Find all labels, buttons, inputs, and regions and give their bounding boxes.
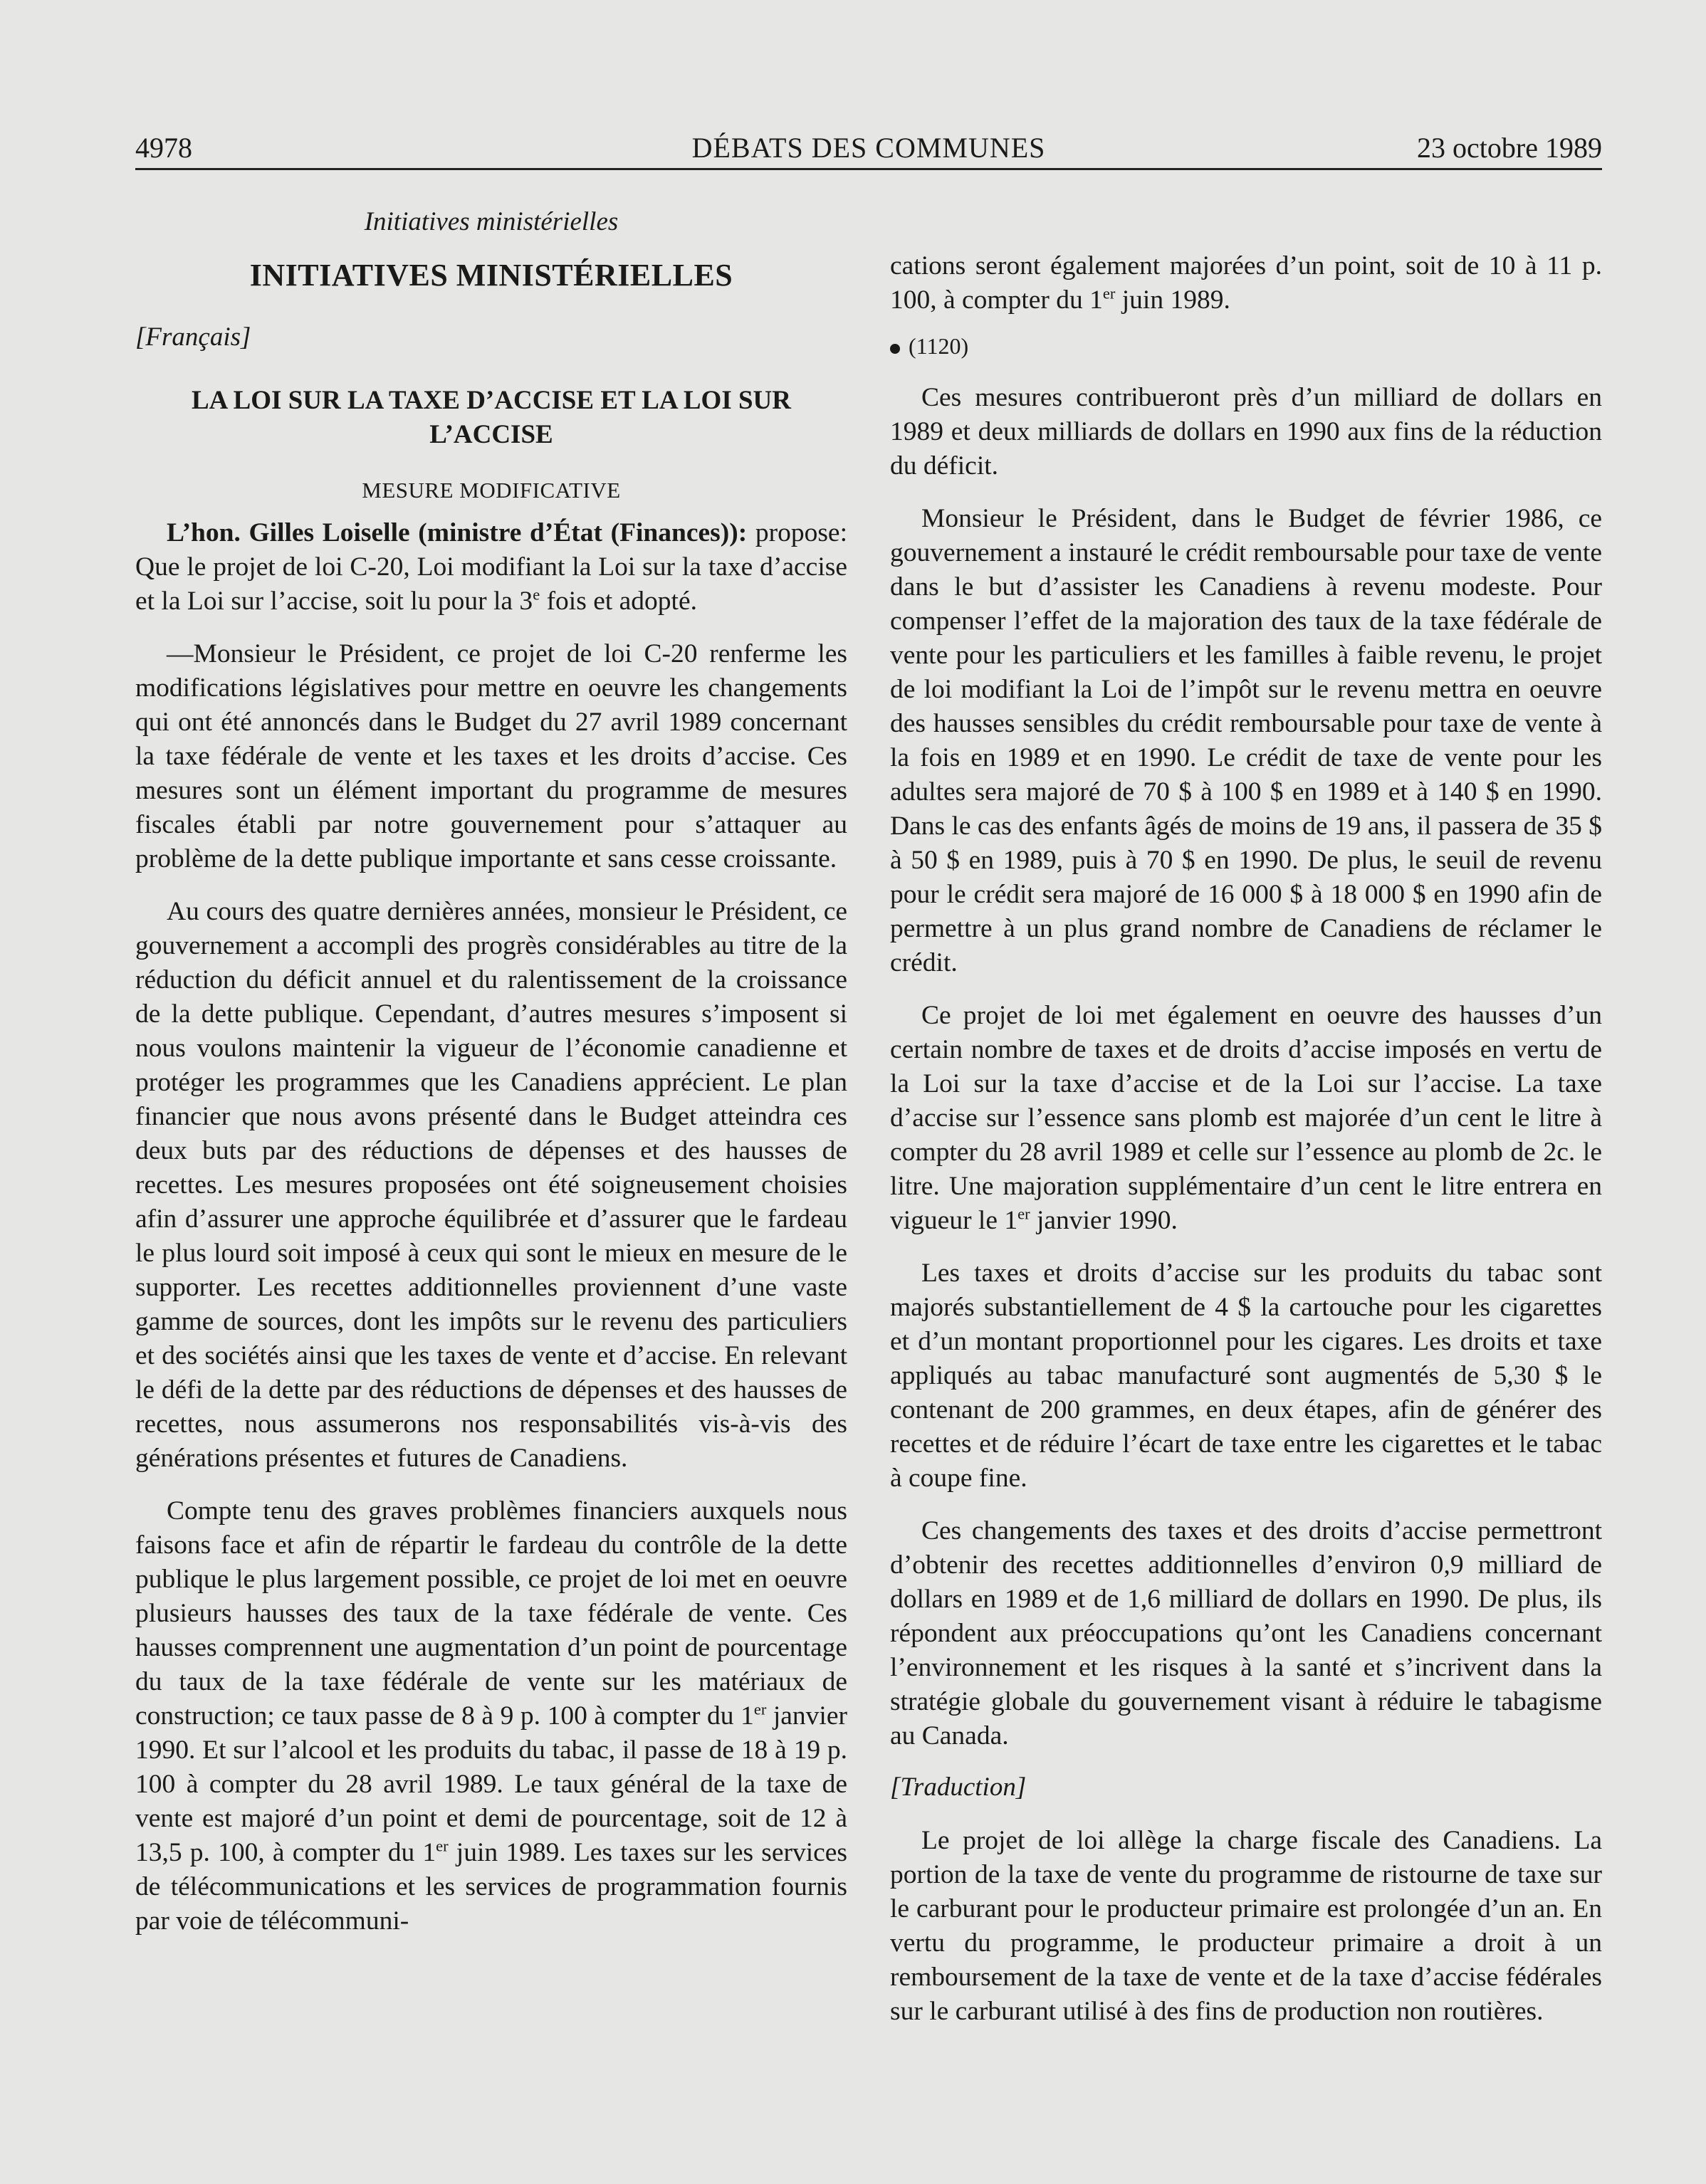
left-paragraph-1: —Monsieur le Président, ce projet de loi C-20 renferme les modifications législatives pour mettre en oeuvre les changements qui ont été annoncés dans le Budget du 27 avril 1989 concernant la taxe fédérale de vente et les taxes et les droits d’accise. Ces mesures sont un élément important du programme de mesures fiscales établi par notre gouvernement pour s’attaquer au problème de la dette publique importante et sans cesse croissante.	[135, 639, 847, 873]
publication-date: 23 octobre 1989	[1417, 132, 1602, 164]
motion-text-a: propose: Que le projet de loi C-20, Loi modifiant la Loi sur la taxe d’accise et la Loi sur l’accise, soit lu pour la 3	[135, 518, 847, 616]
running-head: Initiatives ministérielles	[364, 207, 619, 236]
bullet-icon	[890, 344, 900, 354]
right-paragraph-6: Le projet de loi allège la charge fiscale des Canadiens. La portion de la taxe de vente du programme de ristourne de taxe sur le carburant pour le producteur primaire est prolongée d’un an. En vertu du programme, le producteur primaire a droit à un remboursement de la taxe de vente et de la taxe d’accise fédérales sur le carburant utilisé à des fins de production non routières.	[890, 1826, 1602, 2026]
document-page	[135, 128, 1602, 2136]
page-header	[135, 128, 1602, 170]
bill-title: LA LOI SUR LA TAXE D’ACCISE ET LA LOI SUR L’ACCISE	[191, 386, 791, 449]
language-tag-translation: [Traduction]	[890, 1773, 1027, 1802]
ordinal-superscript: er	[1102, 284, 1116, 303]
left-paragraph-3	[135, 1494, 847, 1938]
motion-superscript: e	[533, 585, 540, 604]
left-paragraph-3-part-b: janvier 1990. Et sur l’alcool et les produits du tabac, il passe de 18 à 19 p. 100 à compter du 28 avril 1989. Le taux général de la taxe de vente est majoré d’un point et demi de pourcentage, soit de 12 à 13,5 p. 100, à compter du 1	[135, 1701, 847, 1867]
bill-subheading: MESURE MODIFICATIVE	[362, 478, 621, 503]
right-column	[890, 206, 1602, 2047]
right-paragraph-3	[890, 999, 1602, 1238]
section-title: INITIATIVES MINISTÉRIELLES	[249, 258, 733, 293]
language-tag-french: [Français]	[135, 322, 251, 352]
continued-paragraph	[890, 249, 1602, 317]
left-paragraph-3-part-c: juin 1989. Les taxes sur les services de télécommunications et les services de programmation fournis par voie de télécommuni-	[135, 1838, 847, 1936]
speaker-name: L’hon. Gilles Loiselle (ministre d’État (Finances)):	[167, 518, 748, 547]
timestamp-marker	[890, 333, 1602, 359]
ordinal-superscript: er	[753, 1700, 767, 1718]
motion-text-b: fois et adopté.	[540, 587, 697, 616]
right-paragraph-4: Les taxes et droits d’accise sur les produits du tabac sont majorés substantiellement de 4 $ la cartouche pour les cigarettes et d’un montant proportionnel pour les cigares. Les droits et taxe appliqués au tabac manufacturé sont augmentés de 5,30 $ le contenant de 200 grammes, en deux étapes, afin de générer des recettes et de réduire l’écart de taxe entre les cigarettes et le tabac à coupe fine.	[890, 1259, 1602, 1493]
motion-paragraph	[135, 516, 847, 619]
continued-text-a: cations seront également majorées d’un point, soit de 10 à 11 p. 100, à compter du 1	[890, 251, 1602, 315]
timestamp-text: (1120)	[909, 333, 969, 359]
right-paragraph-3-part-a: Ce projet de loi met également en oeuvre des hausses d’un certain nombre de taxes et de droits d’accise imposés en vertu de la Loi sur la taxe d’accise et de la Loi sur l’accise. La taxe d’accise sur l’essence sans plomb est majorée d’un cent le litre à compter du 28 avril 1989 et celle sur l’essence au plomb de 2c. le litre. Une majoration supplémentaire d’un cent le litre entrera en vigueur le 1	[890, 1001, 1602, 1235]
right-paragraph-2: Monsieur le Président, dans le Budget de février 1986, ce gouvernement a instauré le crédit remboursable pour taxe de vente dans le but d’assister les Canadiens à revenu modeste. Pour compenser l’effet de la majoration des taux de la taxe fédérale de vente pour les particuliers et les familles à faible revenu, le projet de loi modifiant la Loi de l’impôt sur le revenu mettra en oeuvre des hausses sensibles du crédit remboursable pour taxe de vente à la fois en 1989 et en 1990. Le crédit de taxe de vente pour les adultes sera majoré de 70 $ à 100 $ en 1989 et à 140 $ en 1990. Dans le cas des enfants âgés de moins de 19 ans, il passera de 35 $ à 50 $ en 1989, puis à 70 $ en 1990. De plus, le seuil de revenu pour le crédit sera majoré de 16 000 $ à 18 000 $ en 1990 afin de permettre à un plus grand nombre de Canadiens de réclamer le crédit.	[890, 504, 1602, 977]
left-paragraph-2: Au cours des quatre dernières années, monsieur le Président, ce gouvernement a accompli des progrès considérables au titre de la réduction du déficit annuel et du ralentissement de la croissance de la dette publique. Cependant, d’autres mesures s’imposent si nous voulons maintenir la vigueur de l’économie canadienne et protéger les programmes que les Canadiens apprécient. Le plan financier que nous avons présenté dans le Budget atteindra ces deux buts par des réductions de dépenses et des hausses de recettes. Les mesures proposées ont été soigneusement choisies afin d’assurer une approche équilibrée et d’assurer que le fardeau le plus lourd soit imposé à ceux qui sont le mieux en mesure de le supporter. Les recettes additionnelles proviennent d’une vaste gamme de sources, dont les impôts sur le revenu des particuliers et des sociétés ainsi que les taxes de vente et d’accise. En relevant le défi de la dette par des réductions de dépenses et des hausses de recettes, nous assumerons nos responsabilités vis-à-vis des générations présentes et futures de Canadiens.	[135, 897, 847, 1473]
page-number: 4978	[135, 132, 192, 164]
right-paragraph-1: Ces mesures contribueront près d’un milliard de dollars en 1989 et deux milliards de dollars en 1990 aux fins de la réduction du déficit.	[890, 383, 1602, 481]
right-paragraph-3-part-b: janvier 1990.	[1030, 1206, 1178, 1235]
ordinal-superscript: er	[1017, 1204, 1030, 1223]
left-paragraph-3-part-a: Compte tenu des graves problèmes financiers auxquels nous faisons face et afin de répartir le fardeau du contrôle de la dette publique le plus largement possible, ce projet de loi met en oeuvre plusieurs hausses des taux de la taxe fédérale de vente. Ces hausses comprennent une augmentation d’un point de pourcentage du taux de la taxe fédérale de vente sur les matériaux de construction; ce taux passe de 8 à 9 p. 100 à compter du 1	[135, 1496, 847, 1731]
left-column	[135, 206, 847, 2047]
text-columns	[135, 206, 1602, 2047]
ordinal-superscript: er	[436, 1837, 449, 1855]
publication-title: DÉBATS DES COMMUNES	[691, 132, 1046, 164]
right-paragraph-5: Ces changements des taxes et des droits d’accise permettront d’obtenir des recettes additionnelles d’environ 0,9 milliard de dollars en 1989 et de 1,6 milliard de dollars en 1990. De plus, ils répondent aux préoccupations qu’ont les Canadiens concernant l’environnement et les risques à la santé et s’incrivent dans la stratégie globale du gouvernement visant à réduire le tabagisme au Canada.	[890, 1516, 1602, 1750]
continued-text-b: juin 1989.	[1115, 285, 1230, 315]
